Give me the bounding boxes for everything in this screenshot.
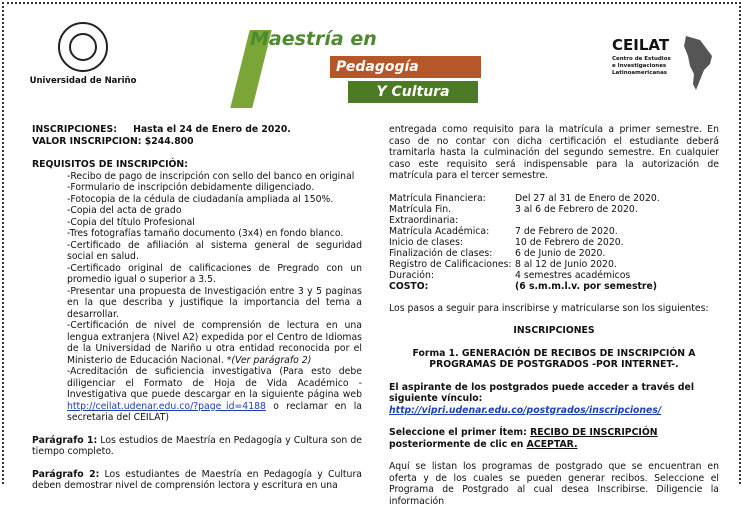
university-seal-icon (58, 22, 108, 72)
seleccione-pre: Seleccione el primer Ítem: (389, 427, 527, 438)
req-last-text-end: o reclamar en la secretaria del CEILAT) (67, 400, 362, 423)
inscripciones-value: Hasta el 24 de Enero de 2020. (133, 124, 291, 135)
paragraph-1-label: Parágrafo 1: (32, 434, 98, 446)
schedule-value: 8 al 12 de Junio 2020. (515, 258, 617, 270)
right-column (389, 124, 719, 507)
schedule-label: Matrícula Académica: (389, 225, 490, 237)
schedule-label: Matrícula Fin. Extraordinaria: (389, 203, 459, 226)
document-header (0, 0, 741, 118)
schedule-value: 10 de Febrero de 2020. (515, 236, 624, 248)
aceptar-text: ACEPTAR. (526, 438, 578, 450)
paragraph-1-text: Los estudios de Maestría en Pedagogía y Cultura son de tiempo completo. (32, 434, 362, 457)
req-item: -Presentar una propuesta de Investigación entre 3 y 5 paginas en la que describa y justifique la importancia del tema a desarrollar. (67, 285, 362, 320)
req-item: -Fotocopia de la cédula de ciudadanía ampliada al 150%. (67, 193, 334, 205)
schedule-label: Inicio de clases: (389, 236, 464, 248)
valor-line (32, 136, 362, 148)
req-item: -Copia del título Profesional (67, 216, 195, 228)
ceilat-sub-1: Centro de Estudios (612, 56, 671, 62)
seleccione-text (389, 427, 719, 450)
seleccione-mid: posteriormente de clic en (389, 438, 524, 450)
schedule-label: Matrícula Financiera: (389, 192, 486, 204)
req-item: -Copia del acta de grado (67, 205, 182, 216)
paragraph-2 (32, 469, 362, 492)
title-line-2: Pedagogía (330, 56, 481, 78)
table-row (389, 259, 660, 270)
ceilat-sub-2: e Investigaciones (612, 63, 667, 69)
schedule-label: Finalización de clases: (389, 247, 493, 259)
paragraph-2-label: Parágrafo 2: (32, 468, 100, 480)
costo-value: (6 s.m.m.l.v. por semestre) (515, 280, 658, 292)
continuation-text: entregada como requisito para la matrícula a primer semestre. En caso de no contar con dicha certificación el estudiante deberá tramitarla hasta la culminación del segundo semestre. En cualquier caso este requisito será indispensable para la autorización de matrícula para el tercer semestre. (389, 124, 719, 181)
req-item: -Recibo de pago de inscripción con sello del banco en original (67, 170, 355, 182)
requisitos-list (32, 171, 362, 424)
left-column (32, 124, 362, 492)
forma-1-heading: Forma 1. GENERACIÓN DE RECIBOS DE INSCRIPCIÓN A PROGRAMAS DE POSTGRADOS -POR INTERNET-. (412, 347, 696, 370)
ceilat-page-link[interactable]: http://ceilat.udenar.edu.co/?page_id=4188 (67, 400, 266, 412)
schedule-label: Duración: (389, 269, 434, 281)
table-row (389, 193, 660, 204)
table-row (389, 204, 660, 226)
req-reference: *(Ver parágrafo 2) (226, 354, 312, 366)
table-row (389, 270, 660, 281)
title-line-3: Y Cultura (348, 81, 478, 103)
schedule-value: 7 de Febrero de 2020. (515, 225, 618, 237)
req-item: -Tres fotografías tamaño documento (3x4) en fondo blanco. (67, 228, 344, 239)
latin-america-map-icon (680, 34, 716, 94)
table-row (389, 248, 660, 259)
table-row (389, 281, 660, 292)
inscripciones-line (32, 124, 362, 136)
schedule-value: 6 de Junio de 2020. (515, 247, 606, 259)
ceilat-sub-3: Latinoamericanas (612, 70, 668, 76)
table-row (389, 237, 660, 248)
paragraph-2-text: Los estudiantes de Maestría en Pedagogía y Cultura deben demostrar nivel de comprensión lectora y escritura en una (32, 468, 362, 491)
table-row (389, 226, 660, 237)
paragraph-1 (32, 435, 362, 458)
req-item-text: -Certificación de nivel de comprensión de lectura en una lengua extranjera (Nivel A2) expedida por el Centro de Idiomas de la Universidad de Nariño u otra entidad reconocida por el Ministerio de Educación Nacional. (67, 320, 362, 366)
title-line-1: Maestría en (250, 28, 377, 50)
req-item: -Certificado original de calificaciones de Pregrado con un promedio igual o superior a 3.5. (67, 262, 362, 285)
listado-text: Aquí se listan los programas de postgrado que se encuentran en oferta y de los cuales se pueden generar recibos. Seleccione el Programa de Postgrado al cual desea Inscribirse. Diligencie la información (389, 461, 719, 507)
req-last-text: -Acreditación de suficiencia investigativa (Para esto debe diligenciar el Formato de Hoja de Vida Académico - Investigativa que puede descargar en la siguiente página web (67, 366, 362, 400)
aspirante-text: El aspirante de los postgrados puede acceder a través del siguiente vínculo: (389, 381, 695, 404)
program-title (230, 18, 480, 108)
schedule-value: 4 semestres académicos (515, 269, 631, 281)
requisitos-title: REQUISITOS DE INSCRIPCIÓN: (32, 159, 188, 170)
schedule-value: Del 27 al 31 de Enero de 2020. (515, 192, 660, 204)
vipri-link[interactable]: http://vipri.udenar.edu.co/postgrados/inscripciones/ (389, 404, 662, 416)
req-item: -Formulario de inscripción debidamente diligenciado. (67, 182, 315, 193)
costo-label: COSTO: (389, 280, 429, 292)
schedule-label: Registro de Calificaciones: (389, 258, 512, 270)
req-item: -Certificado de afiliación al sistema general de seguridad social en salud. (67, 239, 362, 262)
inscripciones-heading: INSCRIPCIONES (513, 325, 595, 336)
schedule-value: 3 al 6 de Febrero de 2020. (515, 203, 638, 215)
valor-label: VALOR INSCRIPCION: (32, 135, 142, 147)
req-item (67, 320, 362, 366)
udenar-logo (28, 22, 138, 86)
ceilat-name: CEILAT (612, 36, 670, 54)
pasos-text: Los pasos a seguir para inscribirse y matricularse son los siguientes: (389, 302, 709, 314)
req-item (67, 366, 362, 424)
university-name: Universidad de Nariño (29, 76, 137, 86)
inscripciones-label: INSCRIPCIONES: (32, 124, 117, 135)
valor-value: $244.800 (144, 135, 194, 147)
recibo-inscripcion-text: RECIBO DE INSCRIPCIÓN (530, 427, 658, 438)
schedule-table (389, 193, 660, 292)
